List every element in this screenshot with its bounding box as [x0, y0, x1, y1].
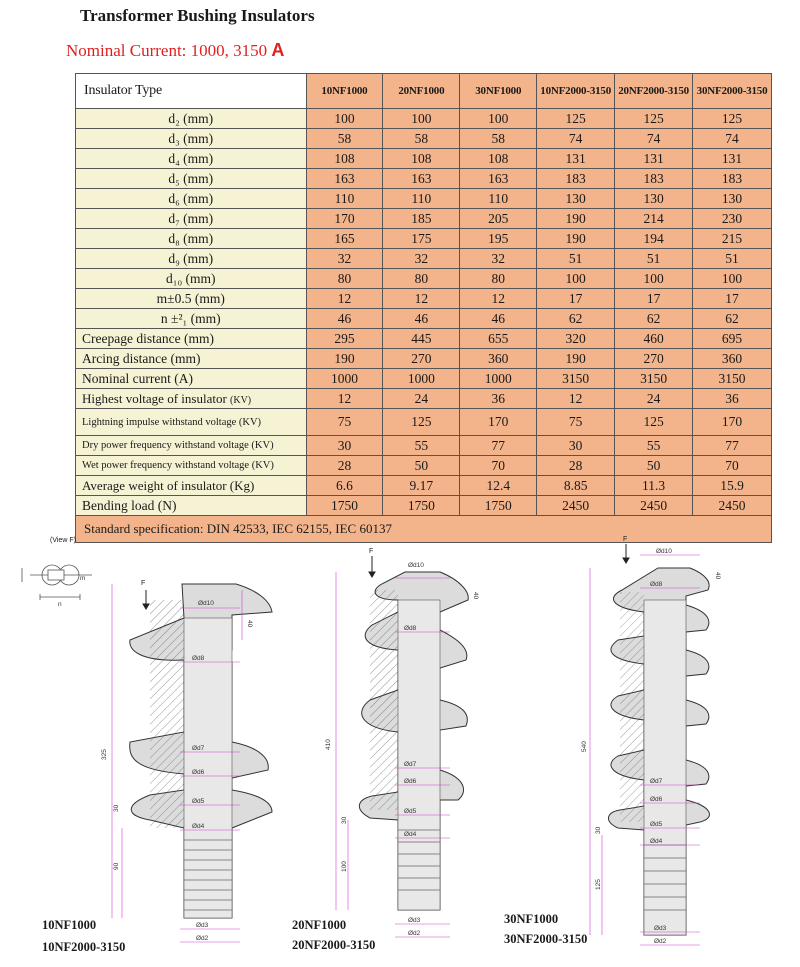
- table-cell: 131: [537, 149, 615, 169]
- table-cell: 2450: [693, 496, 772, 516]
- row-label: [76, 149, 307, 169]
- row-label-text: d₉ (mm): [168, 250, 214, 266]
- table-cell: 108: [460, 149, 537, 169]
- table-cell: 9.17: [383, 476, 460, 496]
- row-label-unit: (KV): [230, 394, 252, 406]
- table-cell: 30: [306, 436, 383, 456]
- row-label: [76, 129, 307, 149]
- table-cell: 30: [537, 436, 615, 456]
- table-cell: 170: [693, 409, 772, 436]
- header-col: 20NF1000: [383, 74, 460, 109]
- table-cell: 1750: [383, 496, 460, 516]
- table-cell: 185: [383, 209, 460, 229]
- force-label: F: [623, 536, 628, 543]
- row-label-text: d₈ (mm): [168, 230, 214, 246]
- dim-label: 30: [113, 804, 120, 812]
- table-cell: 58: [460, 129, 537, 149]
- table-cell: 295: [306, 329, 383, 349]
- force-label: F: [369, 548, 374, 555]
- insulator-drawing-10nf: [112, 584, 272, 942]
- header-col: 10NF2000-3150: [537, 74, 615, 109]
- table-cell: 2450: [615, 496, 693, 516]
- row-label: [76, 309, 307, 329]
- table-cell: 100: [306, 109, 383, 129]
- dim-label: Ød8: [404, 625, 417, 632]
- table-cell: 183: [537, 169, 615, 189]
- table-cell: 12.4: [460, 476, 537, 496]
- table-row: [76, 189, 772, 209]
- table-cell: 2450: [537, 496, 615, 516]
- drawing-label: 10NF1000: [42, 918, 97, 932]
- table-cell: 46: [306, 309, 383, 329]
- dim-label: 40: [714, 572, 721, 580]
- table-cell: 12: [306, 389, 383, 409]
- table-cell: 55: [383, 436, 460, 456]
- force-label: F: [141, 580, 146, 587]
- dim-label: Ød6: [404, 778, 417, 785]
- table-cell: 62: [615, 309, 693, 329]
- table-cell: 36: [693, 389, 772, 409]
- table-cell: 190: [537, 349, 615, 369]
- table-cell: 100: [460, 109, 537, 129]
- row-label: [76, 436, 307, 456]
- table-row: [76, 436, 772, 456]
- table-cell: 77: [693, 436, 772, 456]
- row-label: [76, 249, 307, 269]
- row-label-text: m±0.5 (mm): [156, 290, 225, 306]
- table-cell: 28: [306, 456, 383, 476]
- dim-label: Ød5: [650, 821, 663, 828]
- table-cell: 75: [306, 409, 383, 436]
- table-cell: 445: [383, 329, 460, 349]
- header-col: 20NF2000-3150: [615, 74, 693, 109]
- table-cell: 194: [615, 229, 693, 249]
- table-cell: 100: [615, 269, 693, 289]
- dim-label: Ød7: [192, 745, 205, 752]
- table-cell: 80: [306, 269, 383, 289]
- table-cell: 74: [693, 129, 772, 149]
- table-cell: 125: [615, 109, 693, 129]
- dim-label: Ød6: [650, 796, 663, 803]
- dim-label: 540: [581, 741, 588, 752]
- table-cell: 80: [383, 269, 460, 289]
- dim-label: Ød2: [196, 935, 209, 942]
- table-cell: 131: [693, 149, 772, 169]
- table-cell: 70: [460, 456, 537, 476]
- table-cell: 12: [537, 389, 615, 409]
- row-label-text: d₇ (mm): [168, 210, 214, 226]
- table-cell: 1750: [460, 496, 537, 516]
- row-label: [76, 229, 307, 249]
- table-cell: 190: [306, 349, 383, 369]
- table-cell: 170: [306, 209, 383, 229]
- table-cell: 3150: [615, 369, 693, 389]
- table-row: [76, 369, 772, 389]
- table-cell: 125: [693, 109, 772, 129]
- table-row: [76, 249, 772, 269]
- table-cell: 214: [615, 209, 693, 229]
- table-cell: 110: [306, 189, 383, 209]
- table-cell: 3150: [537, 369, 615, 389]
- table-cell: 1750: [306, 496, 383, 516]
- table-cell: 125: [615, 409, 693, 436]
- table-cell: 163: [383, 169, 460, 189]
- dim-label: 30: [595, 826, 602, 834]
- table-cell: 360: [693, 349, 772, 369]
- table-cell: 110: [383, 189, 460, 209]
- dim-label: m: [80, 575, 86, 582]
- row-label-text: d₄ (mm): [168, 150, 214, 166]
- dim-label: Ød8: [650, 581, 663, 588]
- table-cell: 100: [383, 109, 460, 129]
- dim-label: Ød4: [404, 831, 417, 838]
- row-label-text: Bending load (N): [82, 497, 177, 513]
- table-cell: 655: [460, 329, 537, 349]
- table-cell: 46: [383, 309, 460, 329]
- dim-label: Ød3: [654, 925, 667, 932]
- dim-label: Ød10: [408, 562, 424, 569]
- row-label: [76, 289, 307, 309]
- row-label-text: d₂ (mm): [168, 110, 214, 126]
- table-cell: 130: [537, 189, 615, 209]
- dim-label: 40: [472, 592, 479, 600]
- dim-label: Ød7: [404, 761, 417, 768]
- table-row: [76, 389, 772, 409]
- table-cell: 270: [383, 349, 460, 369]
- table-row: [76, 476, 772, 496]
- table-cell: 17: [615, 289, 693, 309]
- table-cell: 58: [306, 129, 383, 149]
- table-cell: 32: [383, 249, 460, 269]
- drawing-label: 30NF1000: [504, 912, 559, 926]
- header-col: 30NF1000: [460, 74, 537, 109]
- row-label-text: Nominal current (A): [82, 370, 193, 386]
- table-cell: 70: [693, 456, 772, 476]
- insulator-drawing-20nf: [336, 572, 468, 937]
- dim-label: Ød7: [650, 778, 663, 785]
- dim-label: 125: [595, 879, 602, 890]
- table-row: [76, 129, 772, 149]
- spec-table: [75, 73, 772, 543]
- table-cell: 17: [537, 289, 615, 309]
- table-cell: 12: [383, 289, 460, 309]
- table-cell: 1000: [460, 369, 537, 389]
- table-row: [76, 329, 772, 349]
- dim-label: Ød3: [196, 922, 209, 929]
- table-cell: 58: [383, 129, 460, 149]
- view-f-detail: [22, 565, 92, 600]
- table-cell: 270: [615, 349, 693, 369]
- table-cell: 100: [693, 269, 772, 289]
- header-insulator-type: Insulator Type: [76, 74, 307, 109]
- table-row: [76, 209, 772, 229]
- table-cell: 8.85: [537, 476, 615, 496]
- table-cell: 11.3: [615, 476, 693, 496]
- table-cell: 6.6: [306, 476, 383, 496]
- row-label: [76, 169, 307, 189]
- subtitle-unit: A: [271, 40, 285, 60]
- table-row: [76, 149, 772, 169]
- technical-drawings: [0, 533, 800, 967]
- row-label: [76, 349, 307, 369]
- table-cell: 62: [537, 309, 615, 329]
- table-cell: 12: [460, 289, 537, 309]
- row-label: [76, 496, 307, 516]
- table-cell: 24: [383, 389, 460, 409]
- page-title: Transformer Bushing Insulators: [80, 6, 315, 25]
- table-cell: 131: [615, 149, 693, 169]
- drawing-label: 20NF1000: [292, 918, 347, 932]
- table-cell: 183: [615, 169, 693, 189]
- table-cell: 108: [306, 149, 383, 169]
- row-label-text: d₁₀ (mm): [165, 270, 216, 286]
- header-col: 30NF2000-3150: [693, 74, 772, 109]
- row-label-text: d₆ (mm): [168, 190, 214, 206]
- table-cell: 110: [460, 189, 537, 209]
- row-label: [76, 109, 307, 129]
- dim-label: 90: [113, 862, 120, 870]
- dim-label: 410: [325, 739, 332, 750]
- dim-label: n: [58, 601, 62, 608]
- row-label-text: d₅ (mm): [168, 170, 214, 186]
- table-cell: 74: [537, 129, 615, 149]
- table-cell: 170: [460, 409, 537, 436]
- table-cell: 130: [615, 189, 693, 209]
- table-row: [76, 109, 772, 129]
- row-label: [76, 409, 307, 436]
- row-label-text: Creepage distance (mm): [82, 330, 214, 346]
- table-row: [76, 229, 772, 249]
- row-label: [76, 456, 307, 476]
- view-f-label: (View F): [50, 537, 76, 544]
- table-row: [76, 496, 772, 516]
- row-label-text: Wet power frequency withstand voltage (KV): [82, 460, 274, 471]
- table-cell: 163: [460, 169, 537, 189]
- dim-label: Ød5: [192, 798, 205, 805]
- table-row: [76, 269, 772, 289]
- table-cell: 360: [460, 349, 537, 369]
- table-row: [76, 409, 772, 436]
- table-row: [76, 289, 772, 309]
- dim-label: Ød3: [408, 917, 421, 924]
- table-cell: 1000: [383, 369, 460, 389]
- table-cell: 46: [460, 309, 537, 329]
- table-cell: 32: [306, 249, 383, 269]
- table-cell: 24: [615, 389, 693, 409]
- row-label-text: Highest voltage of insulator: [82, 390, 227, 406]
- table-cell: 100: [537, 269, 615, 289]
- dim-label: Ød8: [192, 655, 205, 662]
- table-cell: 205: [460, 209, 537, 229]
- table-cell: 12: [306, 289, 383, 309]
- dim-label: 40: [246, 620, 253, 628]
- table-cell: 125: [383, 409, 460, 436]
- table-row: [76, 456, 772, 476]
- table-cell: 36: [460, 389, 537, 409]
- dim-label: Ød10: [198, 600, 214, 607]
- row-label-text: Arcing distance (mm): [82, 350, 201, 366]
- dim-label: Ød5: [404, 808, 417, 815]
- table-cell: 1000: [306, 369, 383, 389]
- row-label: [76, 189, 307, 209]
- table-cell: 230: [693, 209, 772, 229]
- table-cell: 62: [693, 309, 772, 329]
- table-cell: 108: [383, 149, 460, 169]
- row-label: [76, 389, 307, 409]
- table-cell: 55: [615, 436, 693, 456]
- header-col: 10NF1000: [306, 74, 383, 109]
- standard-specification: Standard specification: DIN 42533, IEC 62155, IEC 60137: [76, 516, 772, 543]
- table-cell: 3150: [693, 369, 772, 389]
- table-cell: 80: [460, 269, 537, 289]
- table-cell: 190: [537, 209, 615, 229]
- row-label-text: Dry power frequency withstand voltage (KV): [82, 440, 274, 451]
- dim-label: Ød10: [656, 548, 672, 555]
- table-cell: 130: [693, 189, 772, 209]
- table-cell: 17: [693, 289, 772, 309]
- table-cell: 32: [460, 249, 537, 269]
- table-cell: 175: [383, 229, 460, 249]
- dim-label: Ød2: [654, 938, 667, 945]
- row-label: [76, 329, 307, 349]
- table-cell: 460: [615, 329, 693, 349]
- row-label-text: Average weight of insulator (Kg): [82, 477, 255, 493]
- dim-label: 100: [341, 861, 348, 872]
- table-row: [76, 169, 772, 189]
- table-cell: 215: [693, 229, 772, 249]
- table-cell: 51: [693, 249, 772, 269]
- dim-label: Ød4: [192, 823, 205, 830]
- row-label: [76, 476, 307, 496]
- table-cell: 320: [537, 329, 615, 349]
- dim-label: Ød2: [408, 930, 421, 937]
- table-cell: 74: [615, 129, 693, 149]
- table-cell: 50: [383, 456, 460, 476]
- table-cell: 165: [306, 229, 383, 249]
- table-cell: 28: [537, 456, 615, 476]
- table-cell: 125: [537, 109, 615, 129]
- table-cell: 195: [460, 229, 537, 249]
- row-label-text: Lightning impulse withstand voltage (KV): [82, 416, 262, 428]
- table-cell: 51: [615, 249, 693, 269]
- table-cell: 190: [537, 229, 615, 249]
- subtitle: [66, 40, 284, 61]
- row-label: [76, 369, 307, 389]
- subtitle-text: Nominal Current: 1000, 3150: [66, 41, 268, 60]
- table-header-row: [76, 74, 772, 109]
- drawing-label: 10NF2000-3150: [42, 940, 126, 954]
- dim-label: Ød4: [650, 838, 663, 845]
- table-cell: 695: [693, 329, 772, 349]
- row-label-text: n ±²₁ (mm): [160, 310, 221, 326]
- insulator-drawing-30nf: [590, 555, 709, 945]
- table-cell: 51: [537, 249, 615, 269]
- table-cell: 75: [537, 409, 615, 436]
- table-cell: 183: [693, 169, 772, 189]
- table-row: [76, 349, 772, 369]
- row-label: [76, 269, 307, 289]
- dim-label: 30: [341, 816, 348, 824]
- dim-label: Ød6: [192, 769, 205, 776]
- table-cell: 77: [460, 436, 537, 456]
- drawing-label: 20NF2000-3150: [292, 938, 376, 952]
- table-cell: 163: [306, 169, 383, 189]
- dim-label: 325: [101, 749, 108, 760]
- row-label-text: d₃ (mm): [168, 130, 214, 146]
- table-cell: 15.9: [693, 476, 772, 496]
- row-label: [76, 209, 307, 229]
- drawing-label: 30NF2000-3150: [504, 932, 588, 946]
- table-row: [76, 309, 772, 329]
- table-cell: 50: [615, 456, 693, 476]
